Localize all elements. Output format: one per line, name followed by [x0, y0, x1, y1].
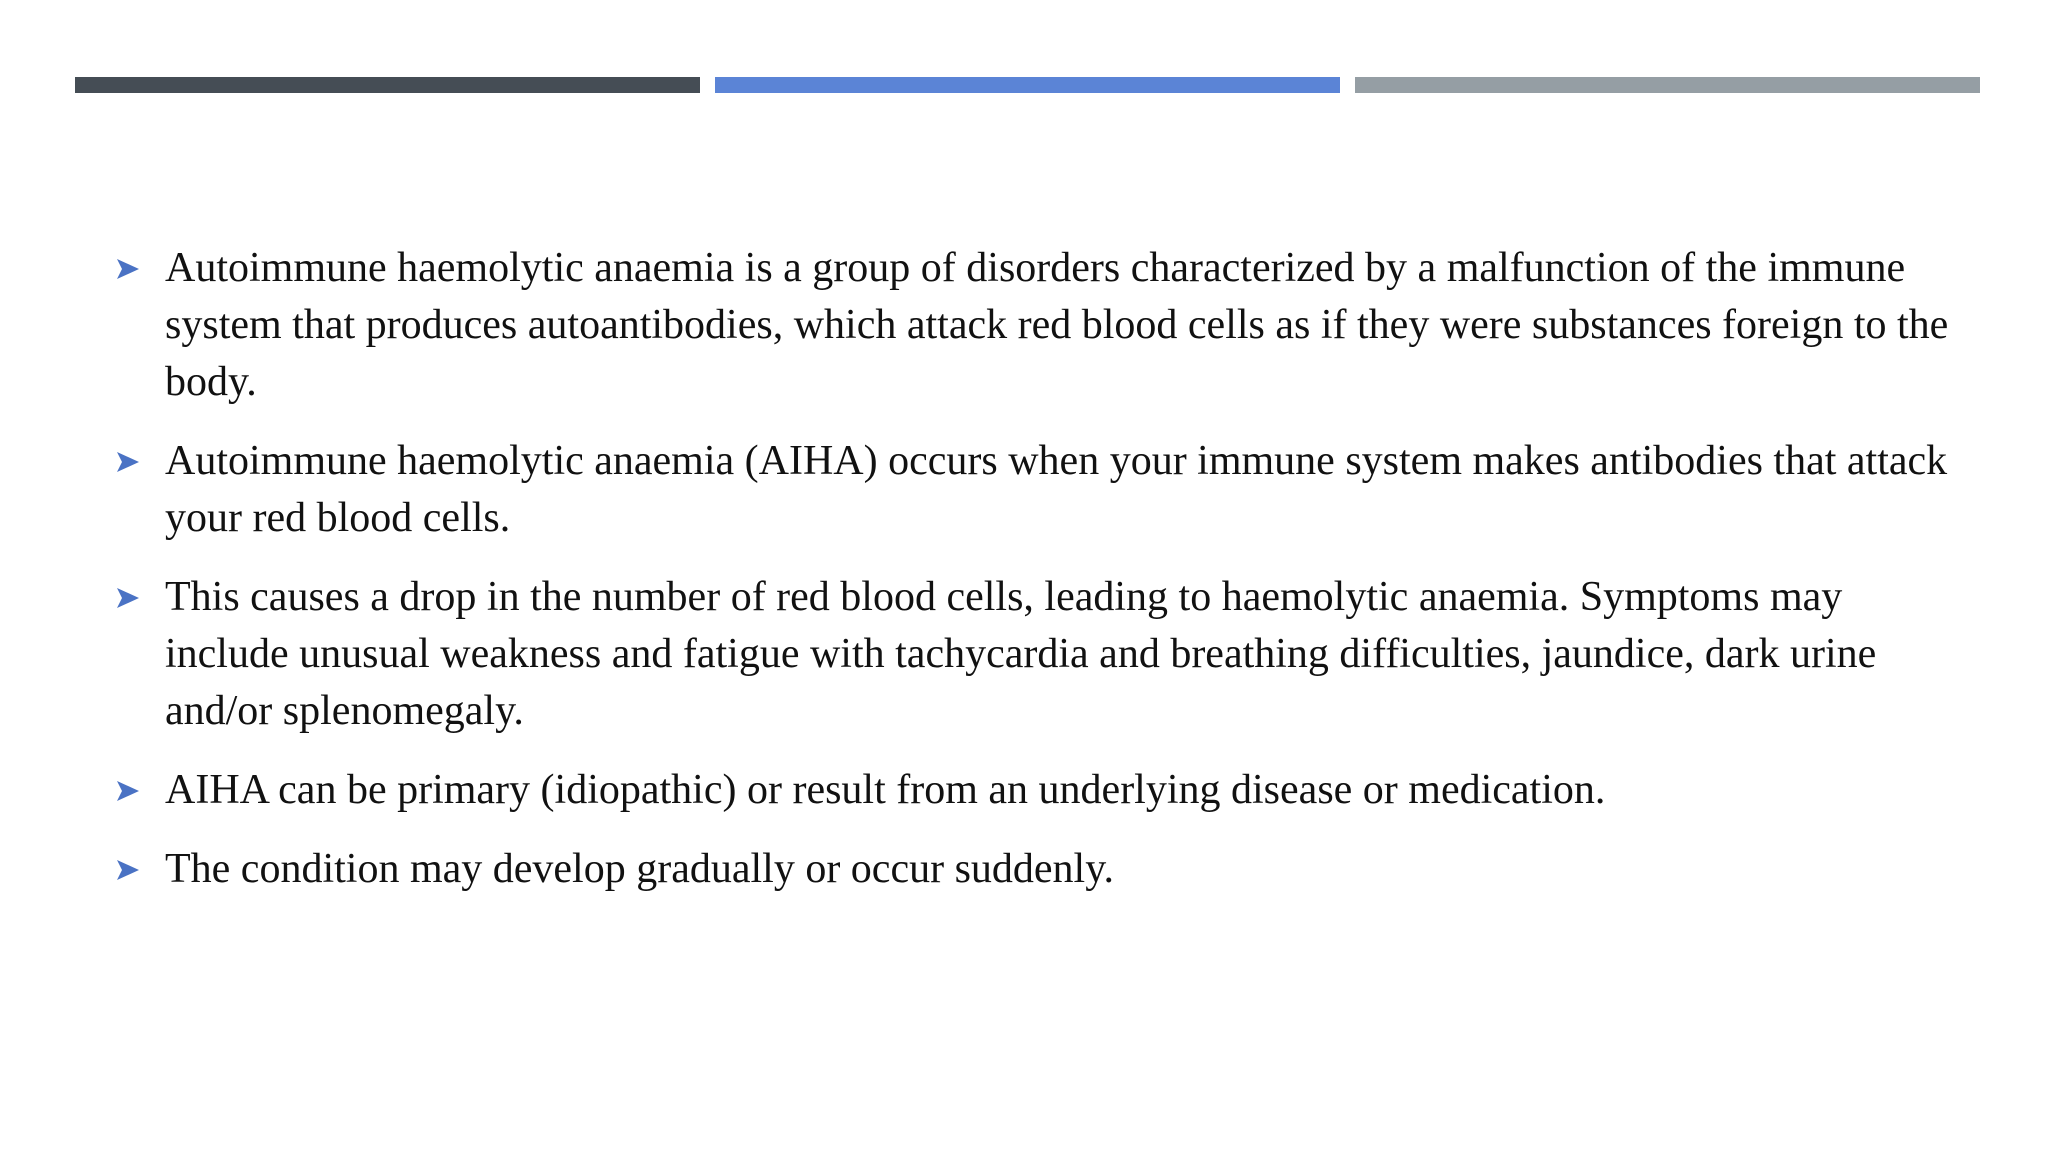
arrowhead-bullet-icon	[116, 858, 140, 882]
arrowhead-bullet-icon	[116, 450, 140, 474]
arrowhead-bullet-icon	[116, 257, 140, 281]
accent-bar-gray	[1355, 77, 1980, 93]
bullet-list	[112, 240, 1952, 898]
bullet-item-2	[112, 433, 1952, 547]
bullet-item-5	[112, 841, 1952, 898]
accent-bar-blue	[715, 77, 1340, 93]
bullet-item-3	[112, 569, 1952, 740]
accent-bar-dark	[75, 77, 700, 93]
bullet-text-2: Autoimmune haemolytic anaemia (AIHA) occurs when your immune system makes antibodies that attack your red blood cells.	[165, 438, 1948, 541]
arrowhead-bullet-icon	[116, 586, 140, 610]
slide-content	[112, 240, 1952, 920]
bullet-item-1	[112, 240, 1952, 411]
header-accent-bars	[75, 77, 1980, 93]
bullet-item-4	[112, 762, 1952, 819]
bullet-text-1: Autoimmune haemolytic anaemia is a group of disorders characterized by a malfunction of the immune system that produces autoantibodies, which attack red blood cells as if they were substances foreign to the body.	[165, 245, 1949, 405]
arrowhead-bullet-icon	[116, 779, 140, 803]
bullet-text-5: The condition may develop gradually or occur suddenly.	[165, 846, 1114, 892]
bullet-text-4: AIHA can be primary (idiopathic) or result from an underlying disease or medication.	[165, 767, 1606, 813]
bullet-text-3: This causes a drop in the number of red blood cells, leading to haemolytic anaemia. Symptoms may include unusual weakness and fatigue with tachycardia and breathing difficulties, jaundice, dark urine and/or splenomegaly.	[165, 574, 1877, 734]
